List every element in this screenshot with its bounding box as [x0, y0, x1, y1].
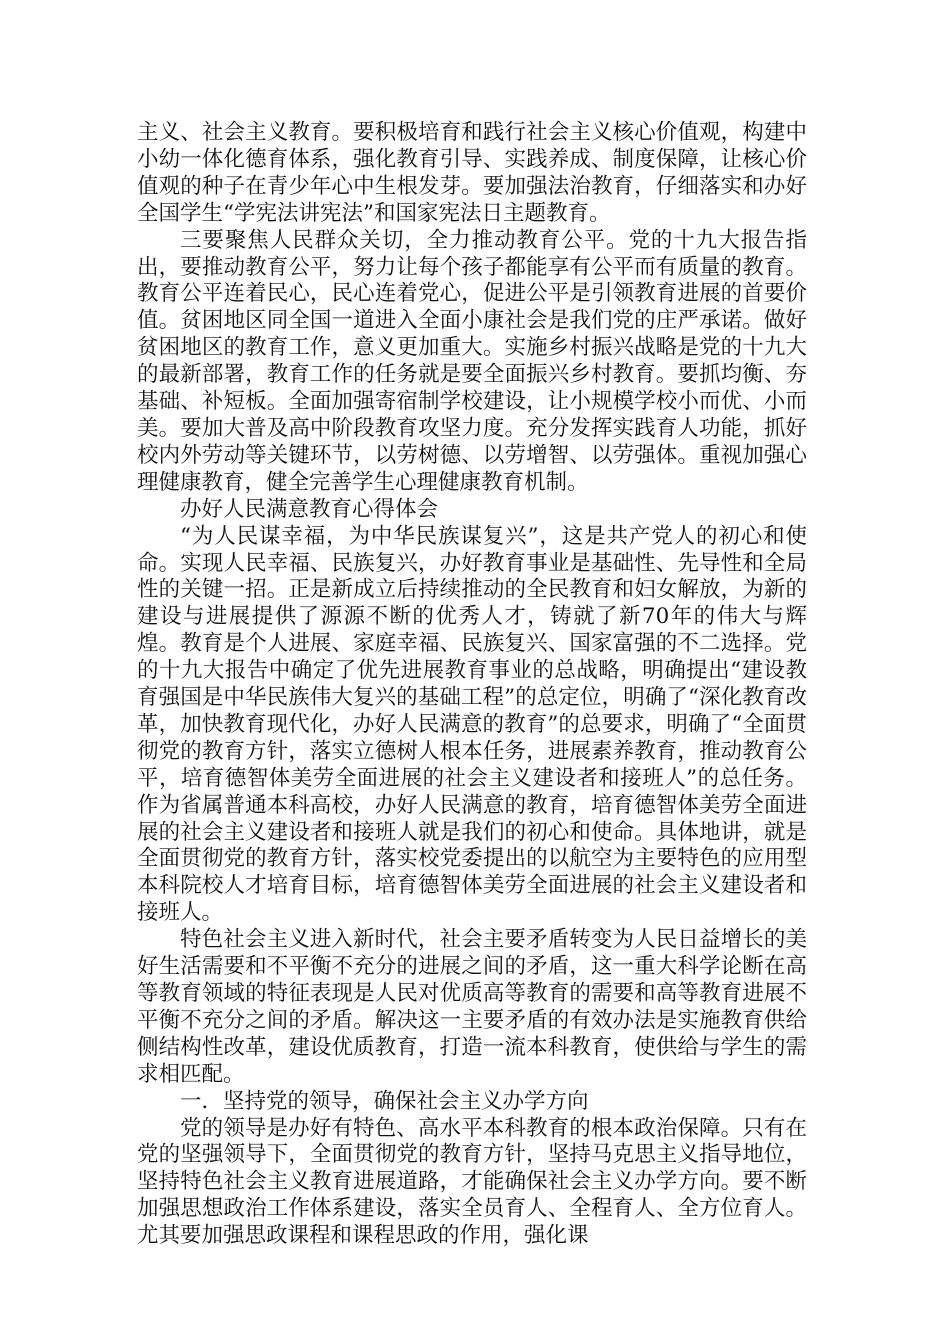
- paragraph-4: 特色社会主义进入新时代，社会主要矛盾转变为人民日益增长的美好生活需要和不平衡不充分的进展之间的矛盾，这一重大科学论断在高等教育领域的特征表现是人民对优质高等教育的需要和高等教育进展不平衡不充分之间的矛盾。解决这一主要矛盾的有效办法是实施教育供给侧结构性改革，建设优质教育，打造一流本科教育，使供给与学生的需求相匹配。: [137, 927, 807, 1087]
- section-title: 办好人民满意教育心得体会: [180, 496, 439, 522]
- document-body: [137, 120, 807, 1250]
- paragraph-2: 三要聚焦人民群众关切，全力推动教育公平。党的十九大报告指出，要推动教育公平，努力让每个孩子都能享有公平而有质量的教育。教育公平连着民心，民心连着党心，促进公平是引领教育进展的首要价值。贫困地区同全国一道进入全面小康社会是我们党的庄严承诺。做好贫困地区的教育工作，意义更加重大。实施乡村振兴战略是党的十九大的最新部署，教育工作的任务就是要全面振兴乡村教育。要抓均衡、夯基础、补短板。全面加强寄宿制学校建设，让小规模学校小而优、小而美。要加大普及高中阶段教育攻坚力度。充分发挥实践育人功能，抓好校内外劳动等关键环节，以劳树德、以劳增智、以劳强体。重视加强心理健康教育，健全完善学生心理健康教育机制。: [137, 227, 807, 495]
- paragraph-5: 党的领导是办好有特色、高水平本科教育的根本政治保障。只有在党的坚强领导下，全面贯彻党的教育方针，坚持马克思主义指导地位，坚持特色社会主义教育进展道路，才能确保社会主义办学方向。要不断加强思想政治工作体系建设，落实全员育人、全程育人、全方位育人。尤其要加强思政课程和课程思政的作用，强化课: [137, 1115, 807, 1249]
- paragraph-1: 主义、社会主义教育。要积极培育和践行社会主义核心价值观，构建中小幼一体化德育体系，强化教育引导、实践养成、制度保障，让核心价值观的种子在青少年心中生根发芽。要加强法治教育，仔细落实和办好全国学生“学宪法讲宪法”和国家宪法日主题教育。: [137, 120, 807, 226]
- paragraph-3: “为人民谋幸福，为中华民族谋复兴”，这是共产党人的初心和使命。实现人民幸福、民族复兴，办好教育事业是基础性、先导性和全局性的关键一招。正是新成立后持续推动的全民教育和妇女解放，为新的建设与进展提供了源源不断的优秀人才，铸就了新70年的伟大与辉煌。教育是个人进展、家庭幸福、民族复兴、国家富强的不二选择。党的十九大报告中确定了优先进展教育事业的总战略，明确提出“建设教育强国是中华民族伟大复兴的基础工程”的总定位，明确了“深化教育改革，加快教育现代化，办好人民满意的教育”的总要求，明确了“全面贯彻党的教育方针，落实立德树人根本任务，进展素养教育，推动教育公平，培育德智体美劳全面进展的社会主义建设者和接班人”的总任务。作为省属普通本科高校，办好人民满意的教育，培育德智体美劳全面进展的社会主义建设者和接班人就是我们的初心和使命。具体地讲，就是全面贯彻党的教育方针，落实校党委提出的以航空为主要特色的应用型本科院校人才培育目标，培育德智体美劳全面进展的社会主义建设者和接班人。: [137, 523, 807, 926]
- section-heading-1: 一．坚持党的领导，确保社会主义办学方向: [180, 1088, 589, 1114]
